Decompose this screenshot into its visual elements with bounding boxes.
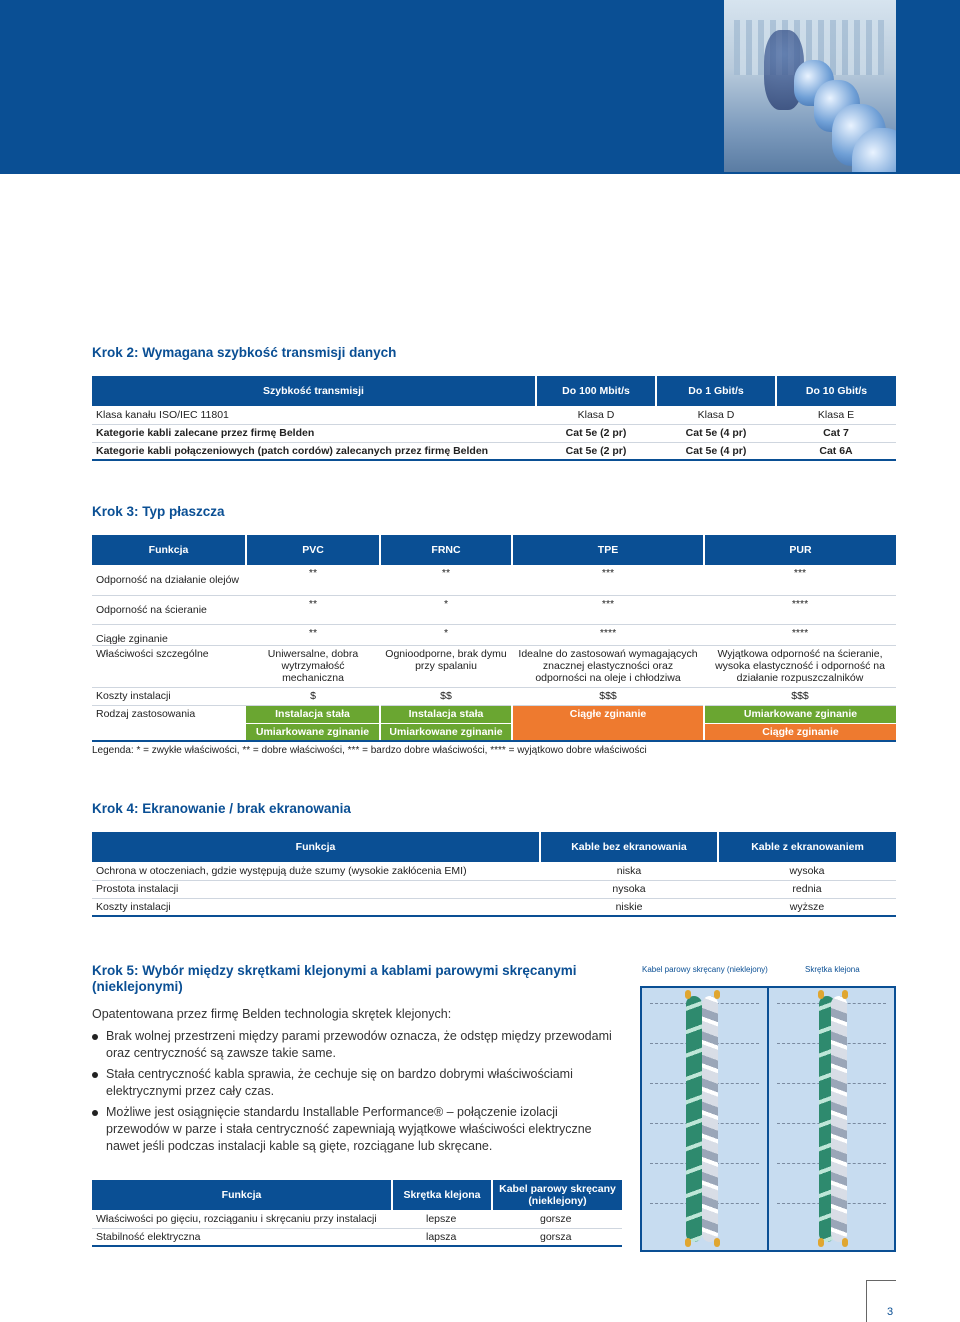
usage-badge: Instalacja stała (246, 705, 380, 723)
row-label: Właściwości szczególne (92, 645, 246, 687)
table-row (92, 624, 896, 645)
table-header: FRNC (380, 535, 512, 565)
table-cell: ** (246, 624, 380, 645)
transmission-speed-table (92, 376, 896, 461)
table-row (92, 442, 896, 460)
table-cell: Klasa E (776, 406, 896, 424)
table-row (92, 1228, 622, 1246)
shielding-table (92, 832, 896, 917)
factory-photo (724, 0, 896, 172)
table-cell: Ognioodporne, brak dymu przy spalaniu (380, 645, 512, 687)
table-cell: ** (380, 565, 512, 595)
cable-diagram (640, 986, 896, 1252)
row-label: Kategorie kabli połączeniowych (patch cordów) zalecanych przez firmę Belden (92, 442, 536, 460)
table-row (92, 1210, 622, 1228)
table-cell: Cat 6A (776, 442, 896, 460)
table-header: Kabel parowy skręcany (nieklejony) (492, 1180, 622, 1210)
table-row (92, 898, 896, 916)
table-cell: Uniwersalne, dobra wytrzymałość mechaniczna (246, 645, 380, 687)
step3-title: Krok 3: Typ płaszcza (92, 504, 225, 519)
table-header: Funkcja (92, 535, 246, 565)
table-cell: $$$ (704, 687, 896, 705)
table-row (92, 880, 896, 898)
unbonded-cable-illustration (642, 988, 769, 1250)
table-cell: Cat 5e (2 pr) (536, 424, 656, 442)
row-label: Stabilność elektryczna (92, 1228, 392, 1246)
table-cell: * (380, 624, 512, 645)
usage-badge: Ciągłe zginanie (704, 723, 896, 741)
usage-badge: Umiarkowane zginanie (704, 705, 896, 723)
table-cell: Cat 5e (2 pr) (536, 442, 656, 460)
table-header: Funkcja (92, 1180, 392, 1210)
bonded-pair-table (92, 1180, 622, 1247)
table-header: Funkcja (92, 832, 540, 862)
table-row (92, 687, 896, 705)
table-cell: **** (704, 595, 896, 624)
table-row (92, 595, 896, 624)
table-cell: nysoka (540, 880, 718, 898)
diagram-label-unbonded: Kabel parowy skręcany (nieklejony) (642, 965, 768, 974)
row-label: Odporność na ścieranie (92, 595, 246, 624)
table-header: Skrętka klejona (392, 1180, 492, 1210)
table-cell: Wyjątkowa odporność na ścieranie, wysoka elastyczność i odporność na działanie rozpuszczalników (704, 645, 896, 687)
table-cell: *** (512, 565, 704, 595)
usage-badge: Umiarkowane zginanie (380, 723, 512, 741)
row-label: Kategorie kabli zalecane przez firmę Belden (92, 424, 536, 442)
table-cell: Klasa D (656, 406, 776, 424)
table-cell: Idealne do zastosowań wymagających znacznej elastyczności oraz odporności na oleje i chłodziwa (512, 645, 704, 687)
list-item: Brak wolnej przestrzeni między parami przewodów oznacza, że odstęp między przewodami oraz centryczność są zawsze takie same. (92, 1028, 612, 1062)
step5-intro: Opatentowana przez firmę Belden technologia skrętek klejonych: (92, 1007, 452, 1021)
diagram-label-bonded: Skrętka klejona (805, 965, 860, 974)
table-cell: wysoka (718, 862, 896, 880)
table-row (92, 565, 896, 595)
row-label: Koszty instalacji (92, 898, 540, 916)
table-header: Do 1 Gbit/s (656, 376, 776, 406)
row-label: Prostota instalacji (92, 880, 540, 898)
table-cell: gorsza (492, 1228, 622, 1246)
bullet-list (92, 1028, 612, 1159)
page-number: 3 (887, 1306, 894, 1318)
table-header: Do 10 Gbit/s (776, 376, 896, 406)
table-header: TPE (512, 535, 704, 565)
usage-badge: Umiarkowane zginanie (246, 723, 380, 741)
row-label: Ochrona w otoczeniach, gdzie występują duże szumy (wysokie zakłócenia EMI) (92, 862, 540, 880)
table-cell: rednia (718, 880, 896, 898)
step2-title: Krok 2: Wymagana szybkość transmisji danych (92, 345, 397, 360)
row-label: Ciągłe zginanie (92, 624, 246, 645)
row-label: Klasa kanału ISO/IEC 11801 (92, 406, 536, 424)
table-cell: $ (246, 687, 380, 705)
table-cell: $$ (380, 687, 512, 705)
table-row (92, 645, 896, 687)
table-cell: lepsze (392, 1210, 492, 1228)
table-cell: ** (246, 565, 380, 595)
table-cell: niskie (540, 898, 718, 916)
table-cell: niska (540, 862, 718, 880)
table-cell: *** (704, 565, 896, 595)
table-cell: Cat 7 (776, 424, 896, 442)
table-cell: **** (512, 624, 704, 645)
list-item: Stała centryczność kabla sprawia, że cechuje się on bardzo dobrymi właściwościami elektrycznymi przez cały czas. (92, 1066, 612, 1100)
row-label: Odporność na działanie olejów (92, 565, 246, 595)
table-cell: * (380, 595, 512, 624)
table-cell: Klasa D (536, 406, 656, 424)
row-label: Rodzaj zastosowania (92, 705, 246, 741)
table-cell: gorsze (492, 1210, 622, 1228)
table-cell: wyższe (718, 898, 896, 916)
list-item: Możliwe jest osiągnięcie standardu Installable Performance® – połączenie izolacji przewodów w parze i stała centryczność zapewniają wyjątkowe właściwości elektryczne nawet jeśli podczas instalacji kable są gięte, rozciągane lub skręcane. (92, 1104, 612, 1155)
table-cell: **** (704, 624, 896, 645)
table-header: PVC (246, 535, 380, 565)
table-cell: lapsza (392, 1228, 492, 1246)
legend: Legenda: * = zwykłe właściwości, ** = dobre właściwości, *** = bardzo dobre właściwości, **** = wyjątkowo dobre właściwości (92, 745, 647, 756)
table-row (92, 862, 896, 880)
jacket-type-table (92, 535, 896, 742)
table-header: Kable z ekranowaniem (718, 832, 896, 862)
table-header: PUR (704, 535, 896, 565)
table-cell: Cat 5e (4 pr) (656, 442, 776, 460)
usage-badge: Instalacja stała (380, 705, 512, 723)
table-cell: Cat 5e (4 pr) (656, 424, 776, 442)
table-header: Do 100 Mbit/s (536, 376, 656, 406)
table-row (92, 406, 896, 424)
table-cell: *** (512, 595, 704, 624)
bonded-cable-illustration (769, 988, 894, 1250)
table-cell: $$$ (512, 687, 704, 705)
step5-title: Krok 5: Wybór między skrętkami klejonymi a kablami parowymi skręcanymi (nieklejonymi) (92, 963, 577, 994)
table-header: Kable bez ekranowania (540, 832, 718, 862)
table-header: Szybkość transmisji (92, 376, 536, 406)
table-cell: ** (246, 595, 380, 624)
row-label: Właściwości po gięciu, rozciąganiu i skręcaniu przy instalacji (92, 1210, 392, 1228)
row-label: Koszty instalacji (92, 687, 246, 705)
table-row (92, 424, 896, 442)
usage-badge: Ciągłe zginanie (512, 705, 704, 741)
table-row (92, 705, 896, 723)
step4-title: Krok 4: Ekranowanie / brak ekranowania (92, 801, 351, 816)
